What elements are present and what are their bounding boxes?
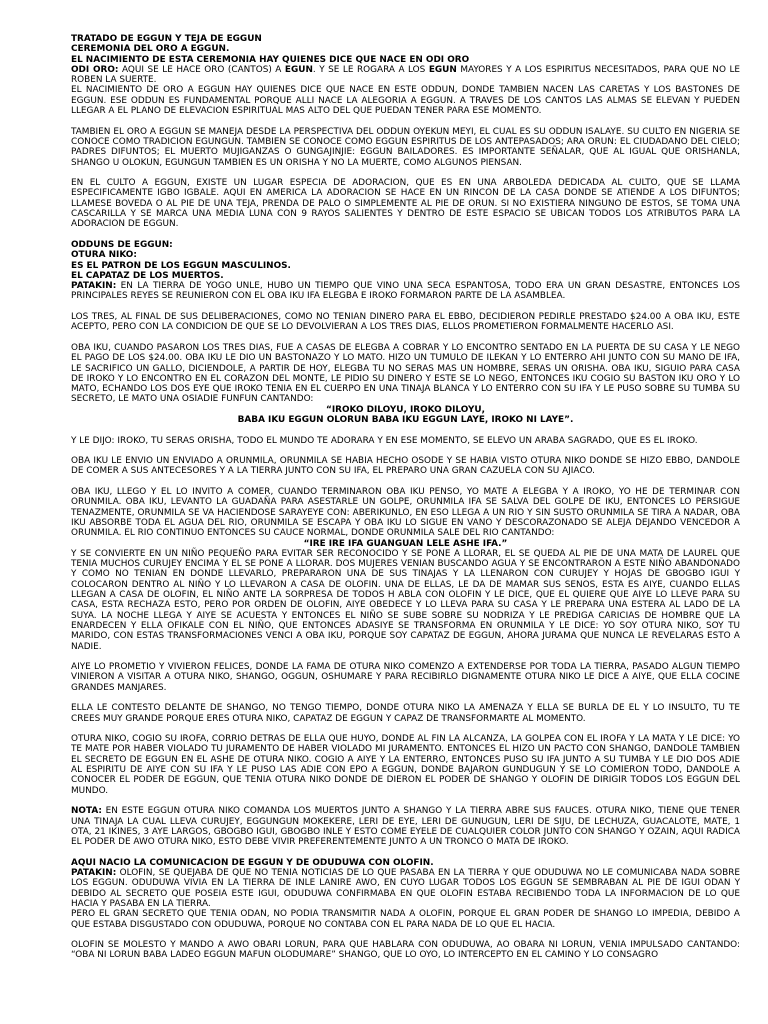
chant-ifa: “IRE IRE IFA GUANGUAN LELE ASHE IFA.”: [303, 538, 508, 549]
patakin-label-2: PATAKIN:: [71, 868, 117, 879]
paragraph-le-dijo: Y LE DIJO: IROKO, TU SERAS ORISHA, TODO EL MUNDO TE ADORARA Y EN ESE MOMENTO, SE ELEVO UN ARABA SAGRADO, QUE ES EL IROKO.: [71, 435, 698, 446]
paragraph-nota: NOTA: EN ESTE EGGUN OTURA NIKO COMANDA LOS MUERTOS JUNTO A SHANGO Y LA TIERRA ABRE SUS FAUCES. OTURA NIKO, TIENE QUE TENER UNA TINAJA LA CUAL LLEVA CURUJEY, EGGUNGUN MOKEKERE, LERI DE EYE, LERI DE GUNUGUN, LERI DE SIJU, DE LECHUZA, GUACALOTE, MATE, 1 OTA, 21 IKINES, 3 AYE LARGOS, GBOGBO IGUI, GBOGBO INLE Y ESTO COME EYELE DE CUALQUIER COLOR JUNTO CON SHANGO Y OZAIN, AQUI RADICA EL PODER DE AWO OTURA NIKO, ESTO DEBE VIVIR PREFERENTEMENTE JUNTO A UN TRONCO O MATA DE IROKO.: [71, 806, 740, 848]
section-heading-comunicacion: AQUI NACIO LA COMUNICACION DE EGGUN Y DE ODUDUWA CON OLOFIN.: [71, 857, 434, 868]
paragraph-enviado: OBA IKU LE ENVIO UN ENVIADO A ORUNMILA, ORUNMILA SE HABIA HECHO OSODE Y SE HABIA VISTO OTURA NIKO DONDE SE HIZO EBBO, DANDOLE DE COMER A SUS ANTECESORES Y A LA TIERRA JUNTO CON SU IFA, EL PREPARO UNA GRAN CAZUELA CON SU AJIACO.: [71, 456, 740, 477]
paragraph-odan: PERO EL GRAN SECRETO QUE TENIA ODAN, NO PODIA TRANSMITIR NADA A OLOFIN, PORQUE EL GRAN PODER DE SHANGO LO IMPEDIA, DEBIDO A QUE ESTABA DISGUSTADO CON ODUDUWA, PORQUE NO CONTABA CON EL PARA NADA DE LO QUE EL HACIA.: [71, 909, 740, 930]
document-header: [71, 34, 740, 65]
patakin-label: PATAKIN:: [71, 281, 117, 292]
chant-iroko: “IROKO DILOYU, IROKO DILOYU, BABA IKU EGGUN OLORUN BABA IKU EGGUN LAYE, IROKO NI LAYE”.: [237, 404, 574, 425]
document-title: TRATADO DE EGGUN Y TEJA DE EGGUN: [71, 34, 262, 44]
origin-heading: EL NACIMIENTO DE ESTA CEREMONIA HAY QUIENES DICE QUE NACE EN ODI ORO: [71, 54, 470, 65]
paragraph-obari-lorun: OLOFIN SE MOLESTO Y MANDO A AWO OBARI LORUN, PARA QUE HABLARA CON ODUDUWA, AO OBARA NI LORUN, VENIA IMPULSADO CANTANDO: “OBA NI LORUN BABA LADEO EGGUN MAFUN OLODUMARE” SHANGO, QUE LO OYO, LO INTERCEPTO EN EL CAMINO Y LO CONSAGRO: [71, 940, 740, 961]
paragraph-nino: Y SE CONVIERTE EN UN NIÑO PEQUEÑO PARA EVITAR SER RECONOCIDO Y SE PONE A LLORAR, EL SE QUEDA AL PIE DE UNA MATA DE LAUREL QUE TENIA MUCHOS CURUJEY ENCIMA Y EL SE PONE A LLORAR. DOS MUJERES VENIAN BUSCANDO AGUA Y SE ENCONTRARON A ESTE NIÑO ABANDONADO Y COMO NO TENIAN EN DONDE LLEVARLO, PREPARARON UNA DE SUS TINAJAS Y LA LLENARON CON CURUJEY Y HOJAS DE GBOGBO IGUI Y COLOCARON DENTRO AL NIÑO Y LO LLEVARON A CASA DE OLOFIN. UNA DE ELLAS, LE DA DE MAMAR SUS SENOS, ESTA ES AIYE, CUANDO ELLAS LLEGAN A CASA DE OLOFIN, EL NIÑO ANTE LA SORPRESA DE TODOS H ABLA CON OLOFIN Y LE DICE, QUE EL QUIERE QUE AIYE LO LLEVE PARA SU CASA, ESTA RECHAZA ESTO, PERO POR ORDEN DE OLOFIN, AIYE OBEDECE Y LO LLEVA PARA SU CASA Y LE PREPARA UNA ESTERA AL LADO DE LA SUYA. LA NOCHE LLEGA Y AIYE SE ACUESTA Y ENTONCES EL NIÑO SE SUBE SOBRE SU NODRIZA Y LE PREDIGA CARICIAS DE HOMBRE QUE LA ENARDECEN Y ELLA OFIKALE CON EL NIÑO, QUE ENTONCES ADASIYE SE TRANSFORMA EN ORUNMILA Y LE DICE: YO SOY OTURA NIKO, SOY TU MARIDO, CON ESTAS TRANSFORMACIONES VENCI A OBA IKU, PORQUE SOY CAPATAZ DE EGGUN, AHORA JURAMA QUE NUNCA LE REVELARAS ESTO A NADIE.: [71, 548, 740, 652]
paragraph-odi-oro: ODI ORO: AQUI SE LE HACE ORO (CANTOS) A EGUN. Y SE LE ROGARA A LOS EGUN MAYORES Y A LOS ESPIRITUS NECESITADOS, PARA QUE NO LE ROBEN LA SUERTE.: [71, 64, 740, 86]
odi-oro-label: ODI ORO:: [71, 64, 119, 75]
nota-label: NOTA:: [71, 806, 102, 817]
paragraph-patakin-2: PATAKIN: OLOFIN, SE QUEJABA DE QUE NO TENIA NOTICIAS DE LO QUE PASABA EN LA TIERRA Y QUE ODUDUWA NO LE COMUNICABA NADA SOBRE LOS EGGUN. ODUDUWA VIVIA EN LA TIERRA DE INLE LANIRE AWO, EN CUYO LUGAR TODOS LOS EGGUN SE SEMBRABAN AL PIE DE IGUI ODAN Y DEBIDO AL SECRETO QUE POSEIA ESTE IGUI, ODUDUWA CONFIRMABA EN QUE OLOFIN ESTABA RECIBIENDO TODA LA INFORMACION DE LO QUE HACIA Y PASABA EN LA TIERRA.: [71, 868, 740, 909]
paragraph-patakin-1: PATAKIN: EN LA TIERRA DE YOGO UNLE, HUBO UN TIEMPO QUE VINO UNA SECA ESPANTOSA, TODO ERA UN GRAN DESASTRE, ENTONCES LOS PRINCIPALES REYES SE REUNIERON CON EL OBA IKU IFA ELEGBA E IROKO FORMARON PARTE DE LA ASAMBLEA.: [71, 281, 740, 302]
paragraph-llego: OBA IKU, LLEGO Y EL LO INVITO A COMER, CUANDO TERMINARON OBA IKU PENSO, YO MATE A ELEGBA Y A IROKO, YO HE DE TERMINAR CON ORUNMILA. OBA IKU, LEVANTO LA GUADAÑA PARA ASESTARLE UN GOLPE, ORUNMILA IFA SE SALVA DEL GOLPE DE IKU, ENTONCES LO PERSIGUE TENAZMENTE, ORUNMILA SE VA HACIENDOSE SARAYEYE CON: ABERIKUNLO, EN ESO LLEGA A UN RIO Y SIN SUSTO ORUNMILA SE TIRA A NADAR, OBA IKU ABSORBE TODA EL AGUA DEL RIO, ORUNMILA SE ESCAPA Y OBA IKU LO SIGUE EN VANO Y DESCORAZONADO SE ALEJA DEJANDO VENCEDOR A ORUNMILA. EL RIO CONTINUO ENTONCES SU CAUCE NORMAL, DONDE ORUNMILA SALE DEL RIO CANTANDO:: [71, 487, 740, 539]
ceremony-heading: CEREMONIA DEL ORO A EGGUN.: [71, 44, 230, 55]
paragraph-contesto: ELLA LE CONTESTO DELANTE DE SHANGO, NO TENGO TIEMPO, DONDE OTURA NIKO LA AMENAZA Y ELLA SE BURLA DE EL Y LO INSULTO, TU TE CREES MUY GRANDE PORQUE ERES OTURA NIKO, CAPATAZ DE EGGUN Y CAPAZ DE TRANSFORMARTE AL MOMENTO.: [71, 703, 740, 724]
section-heading-odduns: ODDUNS DE EGGUN: OTURA NIKO: ES EL PATRON DE LOS EGGUN MASCULINOS. EL CAPATAZ DE LOS MUERTOS.: [71, 239, 291, 281]
paragraph-irofa: OTURA NIKO, COGIO SU IROFA, CORRIO DETRAS DE ELLA QUE HUYO, DONDE AL FIN LA ALCANZA, LA GOLPEA CON EL IROFA Y LA MATA Y LE DICE: YO TE MATE POR HABER VIOLADO TU JURAMENTO DE HABER VIOLADO MI JURAMENTO. ENTONCES EL HIZO UN PACTO CON SHANGO, DANDOLE TAMBIEN EL SECRETO DE EGGUN EN EL ASHE DE OTURA NIKO. COGIO A AIYE Y LA ENTERRO, ENTONCES PUSO SU IFA JUNTO A SU TUMBA Y LE DIO DOS ADIE AL ESPIRITU DE AIYE CON SU IFA Y LE PUSO LAS ADIE CON EPO A EGGUN, DONDE BAJARON GUNDUGUN Y SE LO COMIERON TODO, DANDOLE A CONOCER EL PODER DE EGGUN, QUE TENIA OTURA NIKO DONDE DE DIERON EL PODER DE SHANGO Y OLOFIN DE DIRIGIR TODOS LOS EGGUN DEL MUNDO.: [71, 734, 740, 796]
paragraph-aiye: AIYE LO PROMETIO Y VIVIERON FELICES, DONDE LA FAMA DE OTURA NIKO COMENZO A EXTENDERSE POR TODA LA TIERRA, PASADO ALGUN TIEMPO VINIERON A VISITAR A OTURA NIKO, SHANGO, OGGUN, OSHUMARE Y PARA RECIBIRLO DIGNAMENTE OTURA NIKO LE DICE A AIYE, QUE ELLA COCINE GRANDES MANJARES.: [71, 662, 740, 693]
paragraph-oyekun-meyi: TAMBIEN EL ORO A EGGUN SE MANEJA DESDE LA PERSPECTIVA DEL ODDUN OYEKUN MEYI, EL CUAL ES SU ODDUN ISALAYE. SU CULTO EN NIGERIA SE CONOCE COMO TRADICION EGUNGUN. TAMBIEN SE CONOCE COMO EGGUN ESPIRITUS DE LOS ANTEPASADOS; ARA ORUN: EL CIUDADANO DEL CIELO; PADRES DIFUNTOS; EL MUERTO MUJIGANZAS O GUNGAJINJIE: EGGUN BAILADORES. ES IMPORTANTE SEÑALAR, QUE AL IGUAL QUE ORISHANLA, SHANGO U OLOKUN, EGUNGUN TAMBIEN ES UN ORISHA Y NO LA MUERTE, COMO ALGUNOS PIENSAN.: [71, 126, 740, 168]
paragraph-culto: EN EL CULTO A EGGUN, EXISTE UN LUGAR ESPECIA DE ADORACION, QUE ES EN UNA ARBOLEDA DEDICADA AL CULTO, QUE SE LLAMA ESPECIFICAMENTE IGBO IGBALE. AQUI EN AMERICA LA ADORACION SE HACE EN UN RINCON DE LA CASA DONDE SE ATIENDE A LOS DIFUNTOS; LLAMESE BOVEDA O AL PIE DE UNA TEJA, PRENDA DE PALO O SIMPLEMENTE AL PIE DE ORUN. SI NO EXISTIERA NINGUNO DE ESTOS, SE TOMA UNA CASCARILLA Y SE MARCA UNA MEDIA LUNA CON 9 RAYOS SALIENTES Y DENTRO DE ESTE ESPACIO SE UBICAN TODOS LOS ATRIBUTOS PARA LA ADORACION DE EGGUN.: [71, 178, 740, 230]
paragraph-oba-iku: OBA IKU, CUANDO PASARON LOS TRES DIAS, FUE A CASAS DE ELEGBA A COBRAR Y LO ENCONTRO SENTADO EN LA PUERTA DE SU CASA Y LE NEGO EL PAGO DE LOS $24.00. OBA IKU LE DIO UN BASTONAZO Y LO MATO. HIZO UN TUMULO DE ILEKAN Y LO ENTERRO AHI JUNTO CON SU MANO DE IFA, LE SACRIFICO UN GALLO, DICIENDOLE, A PARTIR DE HOY, ELEGBA TU NO SERAS MAS UN HOMBRE, SERAS UN ORISHA. OBA IKU, SIGUIO PARA CASA DE IROKO Y LO ENCONTRO EN EL CORAZON DEL MONTE, LE PIDIO SU DINERO Y ESTE SE LO NEGO, ENTONCES IKU COGIO SU BASTON IKU ORO Y LO MATO, ECHANDO LOS DOS EYE QUE IROKO TENIA EN EL CUERPO EN UNA TINAJA BLANCA Y LO ENTERRO CON SU IFA Y LE PUSO SOBRE SU TUMBA SU SECRETO, LE MATO UNA OSIADIE FUNFUN CANTANDO:: [71, 342, 740, 405]
paragraph-los-tres: LOS TRES, AL FINAL DE SUS DELIBERACIONES, COMO NO TENIAN DINERO PARA EL EBBO, DECIDIERON PEDIRLE PRESTADO $24.00 A OBA IKU, ESTE ACEPTO, PERO CON LA CONDICION DE QUE SE LO DEVOLVIERAN A LOS TRES DIAS, ELLOS PROMETIERON FORMALMENTE HACERLO ASI.: [71, 312, 740, 333]
paragraph-nacimiento: EL NACIMIENTO DE ORO A EGGUN HAY QUIENES DICE QUE NACE EN ESTE ODDUN, DONDE TAMBIEN NACEN LAS CARETAS Y LOS BASTONES DE EGGUN. ESE ODDUN ES FUNDAMENTAL PORQUE ALLI NACE LA ALEGORIA A EGGUN. A TRAVES DE LOS CANTOS LAS ALMAS SE ELEVAN Y PUEDEN LLEGAR A EL PLANO DE ELEVACION ESPIRITUAL MAS ALTO DEL QUE PUEDAN TENER PARA ESE MOMENTO.: [71, 85, 740, 117]
